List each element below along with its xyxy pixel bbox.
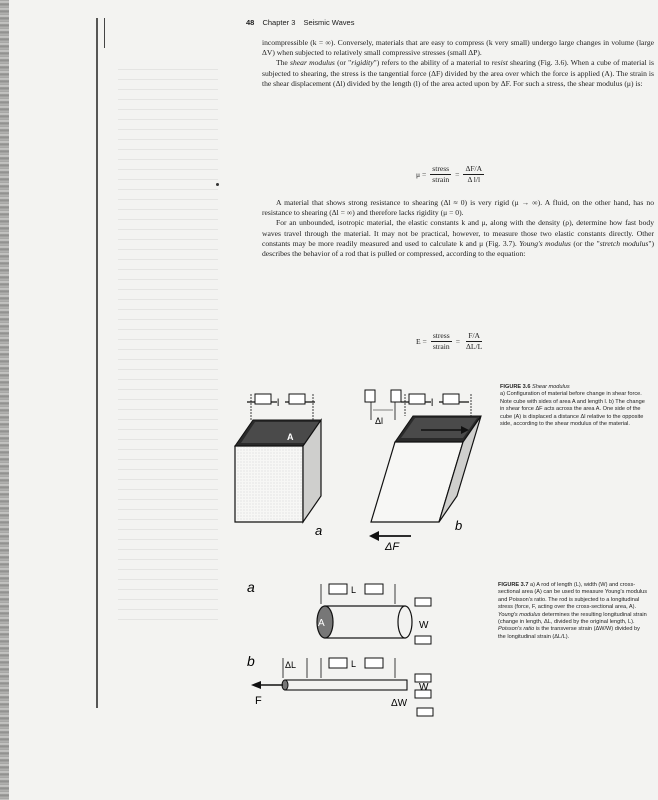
label-a-37: a (247, 579, 255, 595)
label-dW: ΔW (391, 698, 408, 709)
figure-3-7-youngs-modulus (245, 578, 485, 718)
dust-speck (216, 183, 219, 186)
label-b: b (455, 518, 463, 533)
label-W: W (419, 620, 429, 631)
figure-3-6-caption: FIGURE 3.6 Shear modulus a) Configuration of material before change in shear force. Note cube with sides of area A and length l. b) The change in shear force ΔF acts across the area A. One side of the cube (A) is displaced a distance Δl relative to the opposite side, according to the shear modulus of the material. (500, 384, 645, 428)
bleed-through-text (118, 60, 218, 620)
rod-b-clamp (283, 658, 395, 678)
label-W-b: W (419, 682, 429, 693)
clamp-a (247, 394, 315, 420)
rod-b-stretched (251, 674, 433, 716)
chapter-label: Chapter 3 (262, 18, 296, 27)
chapter-title: Seismic Waves (303, 18, 355, 27)
book-spine-edge (0, 0, 9, 800)
paragraph-4: For an unbounded, isotropic material, the elastic constants k and μ, along with the density (ρ), determine how fast body waves travel through the material. It may not be practical, however, to measure those two elastic constants directly. Other constants may be more readily measured and used to calculate k and μ (Fig. 3.7). Young's modulus (or the "stretch modulus") describes the behavior of a rod that is pulled or compressed, according to the equation: (262, 218, 654, 259)
label-delta-f: ΔF (385, 541, 400, 553)
term-stretch-modulus: stretch modulus (599, 238, 649, 248)
label-l-b: l (431, 398, 434, 409)
label-area-a: A (287, 432, 294, 442)
delta-l-marker (365, 390, 401, 426)
body-text-top (262, 38, 654, 89)
body-text-middle (262, 198, 654, 259)
label-dL: ΔL (285, 660, 297, 670)
paragraph-2: The shear modulus (or "rigidity") refers to the ability of a material to resist shearing (Fig. 3.6). When a cube of material is subjected to shearing, the stress is the tangential force (ΔF) divided by the area over which the force is applied (A). The strain is the shear displacement (Δl) divided by the length (l) of the area acted upon by ΔF. For such a stress, the shear modulus (μ) is: (262, 58, 654, 88)
paragraph-3: A material that shows strong resistance to shearing (Δl ≈ 0) is very rigid (μ → ∞). A fluid, on the other hand, has no resistance to shearing (Δl = ∞) and therefore lacks rigidity (μ = 0). (262, 198, 654, 218)
label-F: F (255, 695, 262, 707)
term-shear-modulus: shear modulus (290, 58, 335, 68)
term-rigidity: rigidity (351, 58, 374, 68)
page-number: 48 (246, 18, 255, 27)
figure-3-6-shear-modulus (225, 380, 485, 553)
label-l-a: l (277, 398, 280, 409)
equation-youngs-modulus: E = $\frac{\text{stress}}{\text{strain}}$ = $\frac{F/A}{\Delta L/L}$ (416, 331, 483, 351)
label-b-37: b (247, 653, 255, 669)
equation-shear-modulus: μ = $\frac{\text{stress}}{\text{strain}}$ = $\frac{\Delta F/A}{\text{Δ l/l}}$ (416, 164, 483, 184)
label-A-37: A (318, 618, 325, 629)
gutter-shadow-line (96, 18, 98, 708)
label-L: L (351, 585, 357, 595)
rod-a (317, 598, 431, 644)
label-L-b: L (351, 659, 357, 669)
page-header (246, 18, 360, 27)
label-delta-l: Δl (375, 416, 384, 426)
term-youngs-modulus: Young's modulus (519, 238, 571, 248)
gutter-mark (104, 18, 105, 48)
label-a: a (315, 523, 323, 538)
figure-3-7-caption: FIGURE 3.7 a) A rod of length (L), width (W) and cross-sectional area (A) can be used to measure Young's modulus and Poisson's ratio. The rod is subjected to a longitudinal stress (force, F, acting over the cross-sectional area, A). Young's modulus determines the resulting longitudinal strain (change in length, ΔL, divided by the original length, L). Poisson's ratio is the transverse strain (ΔW/W) divided by the longitudinal strain (ΔL/L). (498, 582, 648, 640)
cube-a (235, 420, 321, 522)
paragraph-1: incompressible (k = ∞). Conversely, materials that are easy to compress (k very small) undergo large changes in volume (large ΔV) when subjected to relatively small compressive stresses (small ΔP). (262, 38, 654, 58)
clamp-b (401, 394, 471, 416)
rod-a-clamp (321, 584, 395, 604)
term-resist: resist (491, 58, 508, 68)
